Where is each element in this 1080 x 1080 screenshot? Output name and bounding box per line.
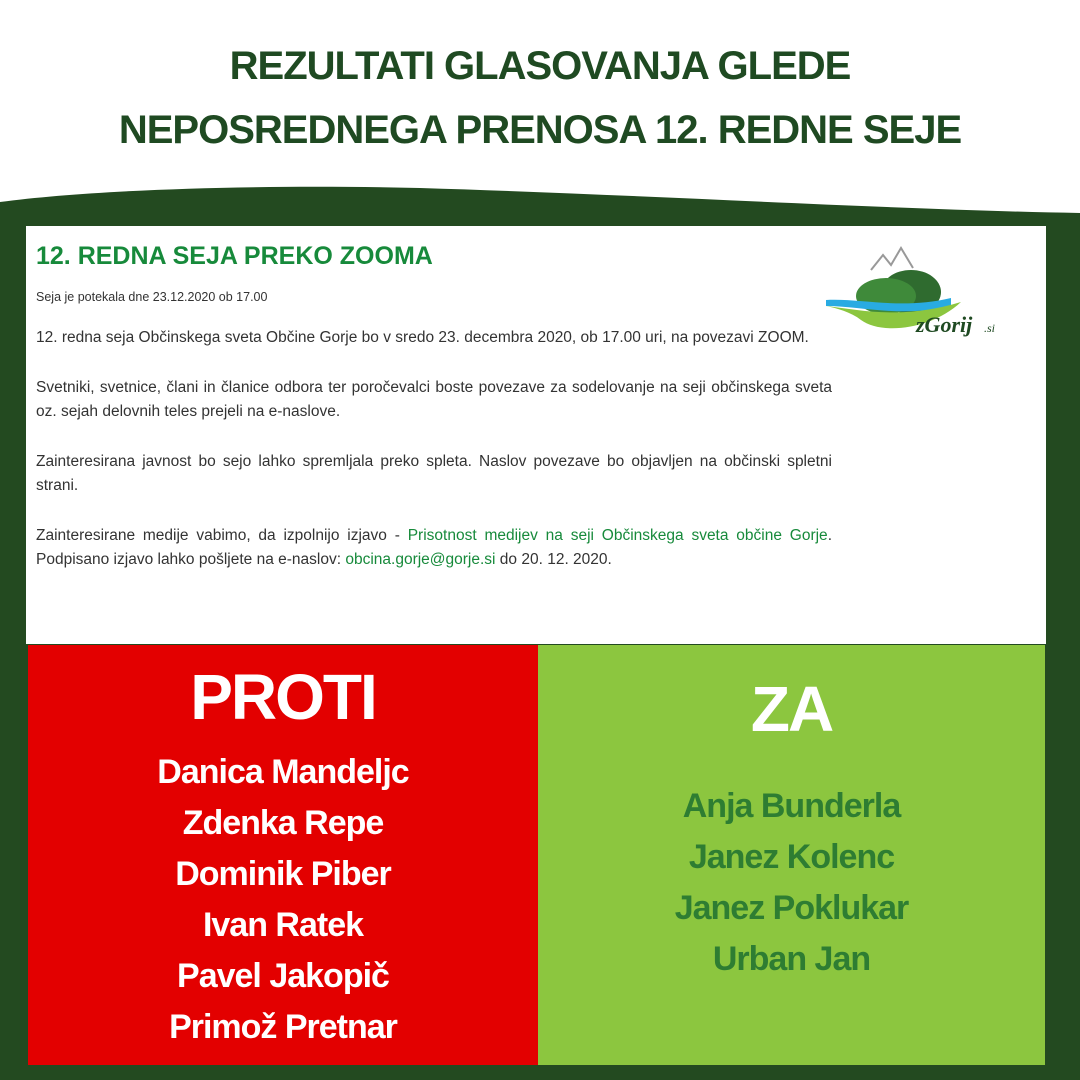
voter-name: Dominik Piber	[175, 855, 391, 893]
text: do 20. 12. 2020.	[495, 551, 612, 568]
zgorij-logo	[821, 240, 1021, 340]
headline-line-1: REZULTATI GLASOVANJA GLEDE	[229, 44, 851, 88]
email-link[interactable]: obcina.gorje@gorje.si	[345, 551, 496, 568]
headline-line-2: NEPOSREDNEGA PRENOSA 12. REDNE SEJE	[118, 108, 962, 152]
voter-name: Zdenka Repe	[182, 804, 384, 842]
svg-text:zGorij: zGorij	[916, 312, 973, 337]
for-column	[538, 645, 1045, 1065]
text: . Podpisano izjavo lahko pošljete na e-naslov:	[36, 527, 832, 568]
voter-name: Pavel Jakopič	[177, 957, 389, 995]
voter-name: Janez Poklukar	[674, 889, 909, 927]
against-column	[28, 645, 538, 1065]
against-names	[28, 747, 538, 1053]
paragraph: Zainteresirana javnost bo sejo lahko spremljala preko spleta. Naslov povezave bo objavljen na občinski spletni strani.	[36, 453, 832, 494]
paragraph	[36, 524, 832, 572]
article-body	[36, 326, 832, 598]
voter-name: Danica Mandeljc	[157, 753, 409, 791]
voter-name: Ivan Ratek	[202, 906, 364, 944]
article-screenshot	[26, 226, 1046, 644]
svg-text:.si: .si	[984, 321, 996, 335]
voter-name: Janez Kolenc	[688, 838, 895, 876]
media-form-link[interactable]: Prisotnost medijev na seji Občinskega sveta občine Gorje	[407, 527, 828, 544]
for-names	[538, 781, 1045, 985]
article-title: 12. REDNA SEJA PREKO ZOOMA	[36, 242, 433, 270]
headline	[40, 34, 1040, 162]
for-label: ZA	[750, 673, 833, 745]
against-label: PROTI	[190, 661, 376, 733]
voter-name: Urban Jan	[712, 940, 871, 978]
voter-name: Anja Bunderla	[682, 787, 901, 825]
paragraph: Svetniki, svetnice, člani in članice odbora ter poročevalci boste povezave za sodelovanje na seji občinskega sveta oz. sejah delovnih teles prejeli na e-naslove.	[36, 379, 832, 420]
paragraph: 12. redna seja Občinskega sveta Občine Gorje bo v sredo 23. decembra 2020, ob 17.00 uri, na povezavi ZOOM.	[36, 329, 809, 346]
article-date: Seja je potekala dne 23.12.2020 ob 17.00	[36, 290, 268, 304]
voter-name: Primož Pretnar	[169, 1008, 397, 1046]
text: Zainteresirane medije vabimo, da izpolnijo izjavo -	[36, 527, 408, 544]
